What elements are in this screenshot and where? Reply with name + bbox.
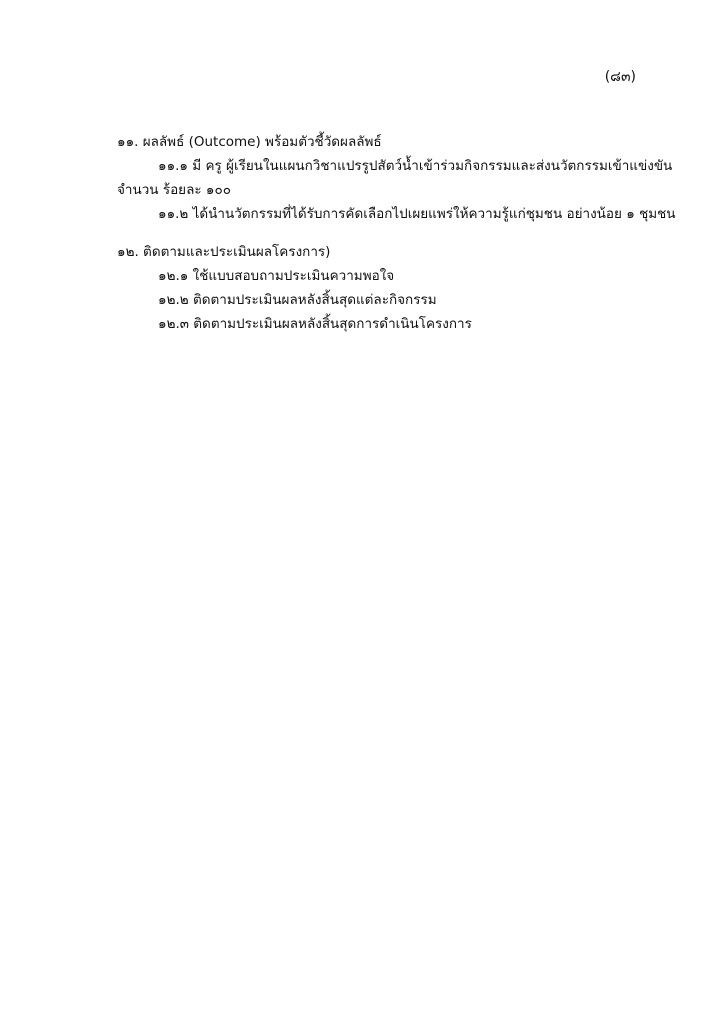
section-11-heading: ๑๑. ผลลัพธ์ (Outcome) พร้อมตัวชี้วัดผลลัพธ์: [117, 134, 382, 150]
page-number: (๘๓): [604, 69, 636, 85]
section-12-item-2: ๑๒.๒ ติดตามประเมินผลหลังสิ้นสุดแต่ละกิจกรรม: [158, 292, 437, 308]
section-12-item-3: ๑๒.๓ ติดตามประเมินผลหลังสิ้นสุดการดำเนินโครงการ: [158, 316, 472, 332]
section-12-item-1: ๑๒.๑ ใช้แบบสอบถามประเมินความพอใจ: [158, 268, 395, 284]
section-11-item-1-continued: จำนวน ร้อยละ ๑๐๐: [117, 182, 231, 198]
section-11-item-1: ๑๑.๑ มี ครู ผู้เรียนในแผนกวิชาแปรรูปสัตว์น้ำเข้าร่วมกิจกรรมและส่งนวัตกรรมเข้าแข่งขัน: [158, 158, 673, 174]
section-11-item-2: ๑๑.๒ ได้นำนวัตกรรมที่ได้รับการคัดเลือกไปเผยแพร่ให้ความรู้แก่ชุมชน อย่างน้อย ๑ ชุมชน: [158, 206, 676, 222]
section-12-heading: ๑๒. ติดตามและประเมินผลโครงการ): [117, 244, 331, 260]
